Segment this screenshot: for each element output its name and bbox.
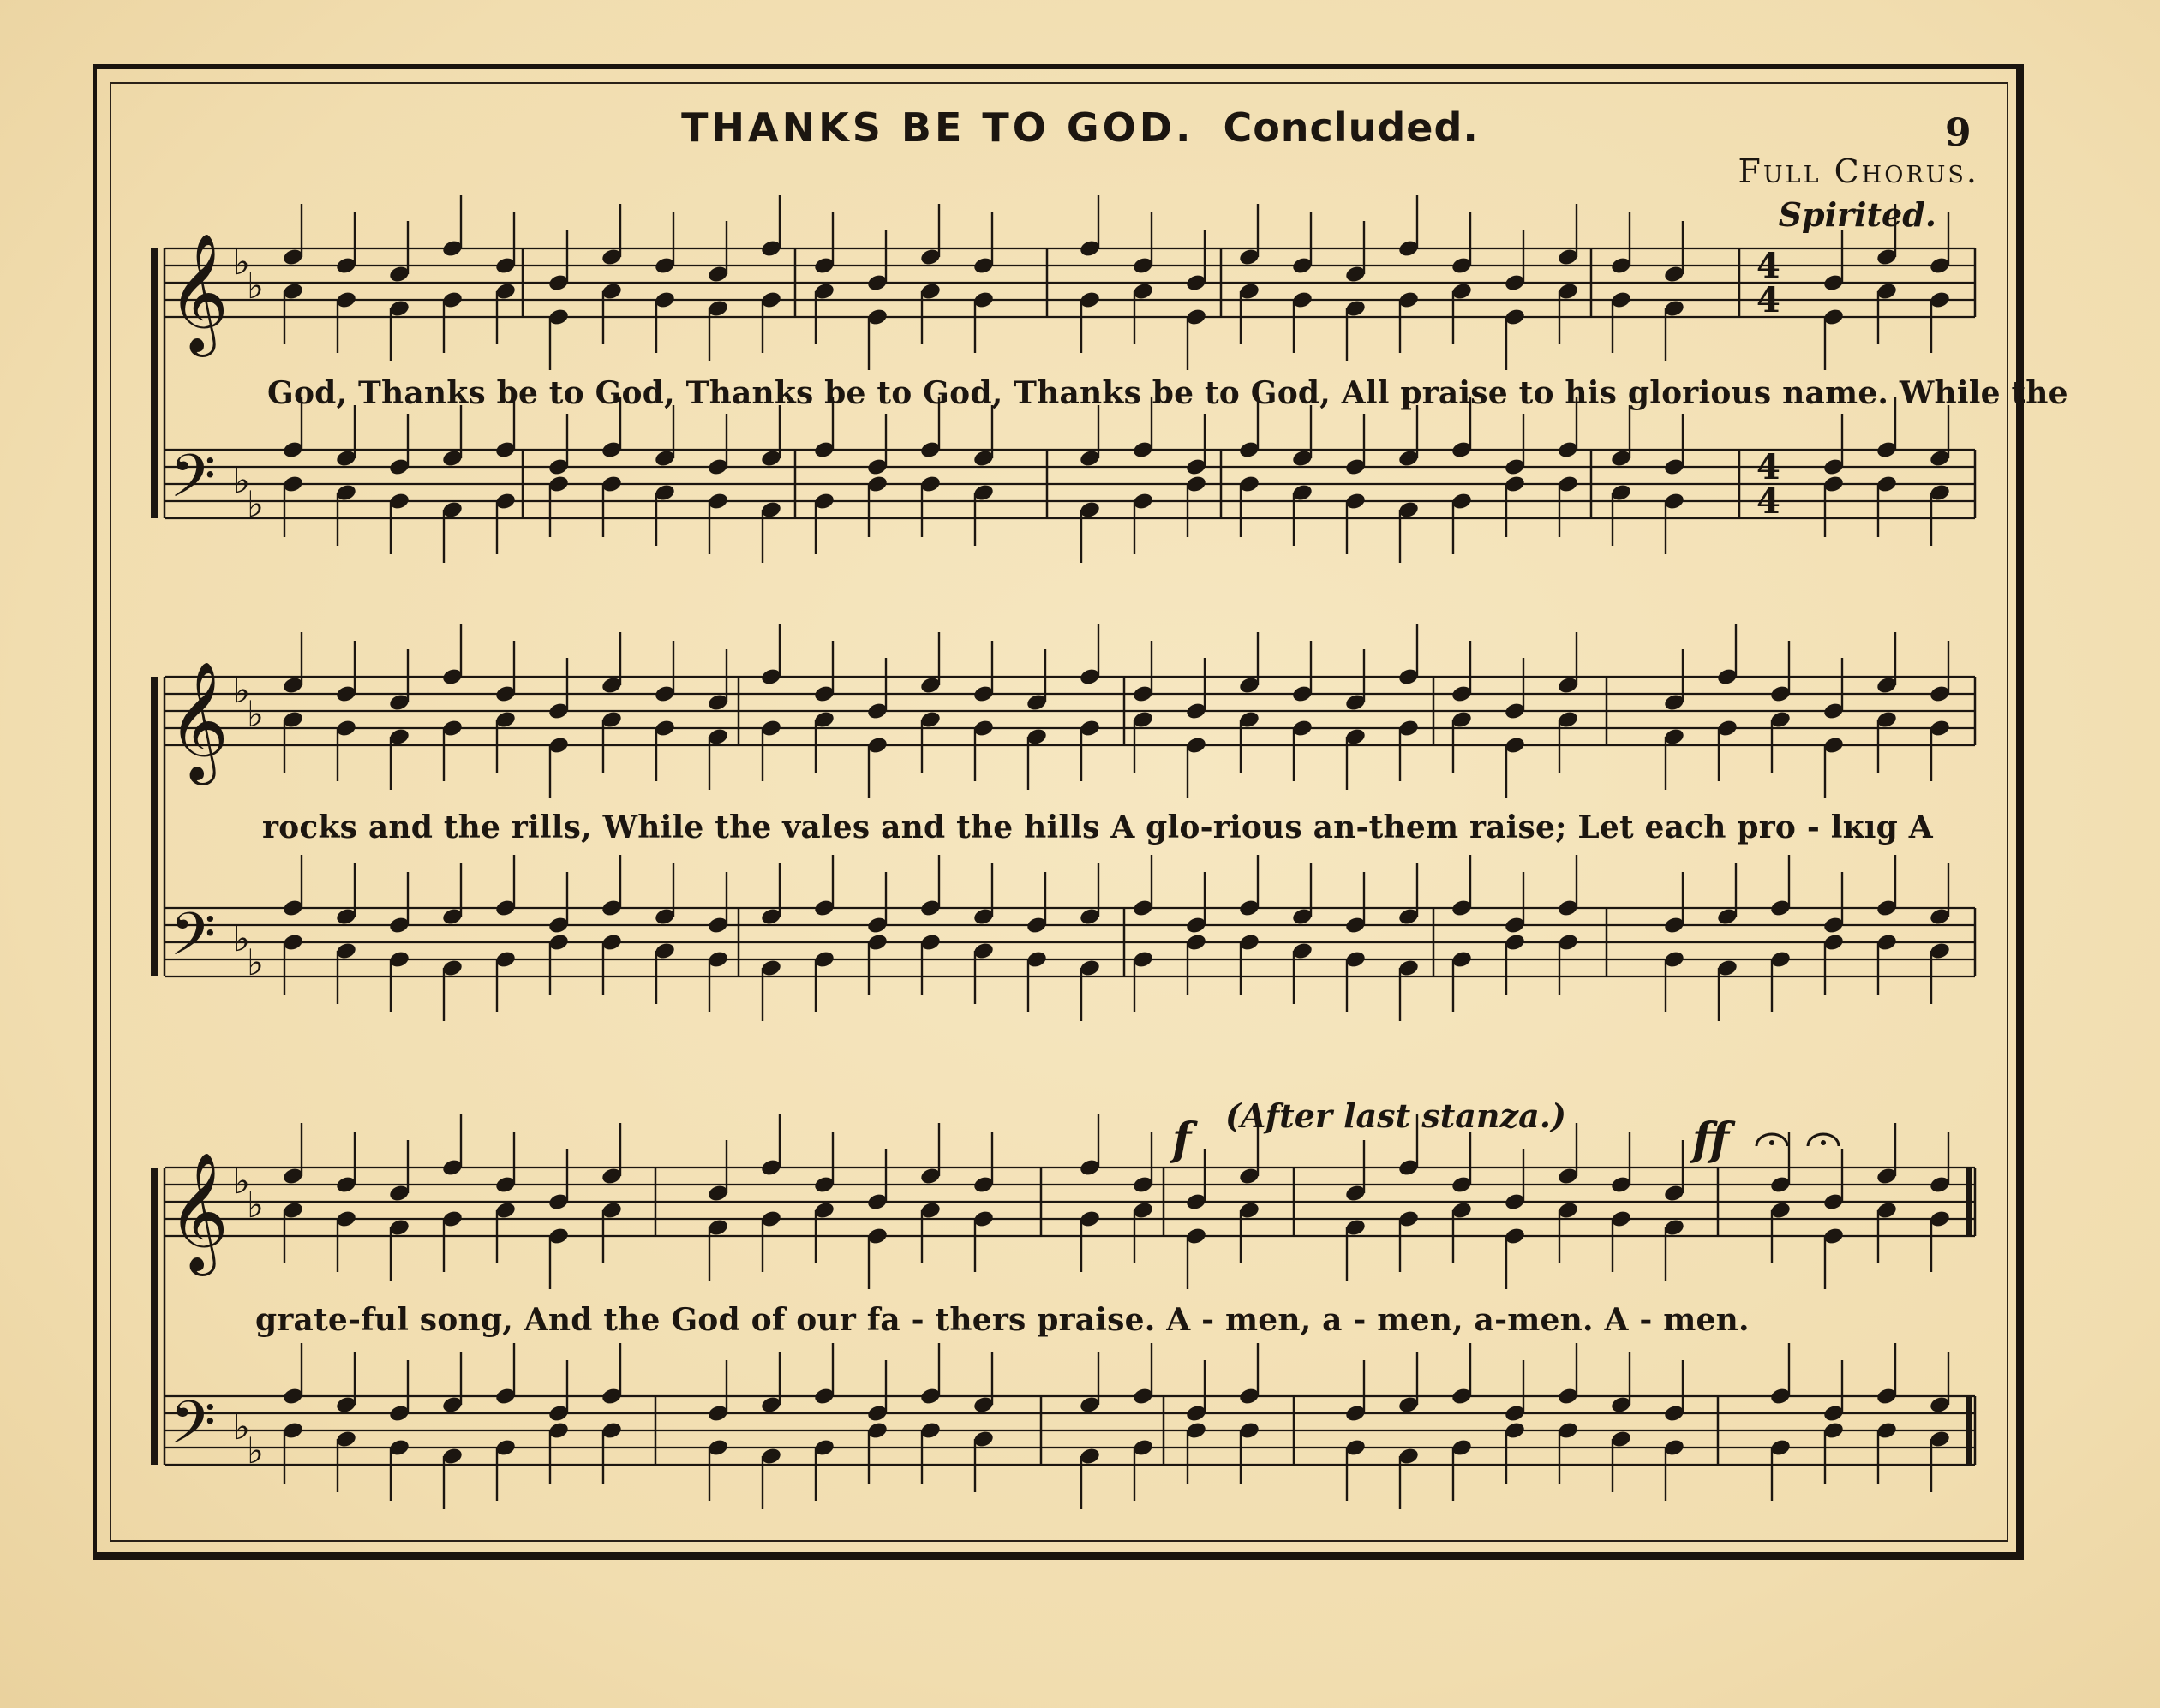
system-3-bass-flat-2: ♭ xyxy=(247,1430,264,1472)
lyrics-line-1: God, Thanks be to God, Thanks be to God, Thanks be to God, All praise to his glorious name. While the xyxy=(267,375,2068,411)
system-2-treble-clef: 𝄞 xyxy=(168,661,229,780)
fermata-dot-2 xyxy=(1821,1140,1826,1145)
lyrics-line-3: grate-ful song, And the God of our fa - thers praise. A - men, a - men, a-men. A - men. xyxy=(255,1302,1750,1338)
system-2-bass-flat-1: ♭ xyxy=(233,917,250,959)
system-2-brace xyxy=(151,677,158,976)
title-suffix: Concluded. xyxy=(1223,105,1479,151)
fermata-dot-1 xyxy=(1769,1140,1774,1145)
system-1-treble-clef: 𝄞 xyxy=(168,233,229,352)
system-2-bass-flat-2: ♭ xyxy=(247,941,264,983)
section-label: Full Chorus. xyxy=(1738,152,1979,190)
system-1-treble-flat-2: ♭ xyxy=(247,265,264,307)
system-2-treble-flat-1: ♭ xyxy=(233,669,250,711)
system-1-treble-flat-1: ♭ xyxy=(233,241,250,283)
system-3-bass-flat-1: ♭ xyxy=(233,1406,250,1448)
tempo-marking: Spirited. xyxy=(1778,195,1936,234)
system-3-treble-flat-2: ♭ xyxy=(247,1184,264,1226)
title-text: THANKS BE TO GOD. xyxy=(681,105,1194,151)
system-3-bass-clef: 𝄢 xyxy=(170,1388,217,1472)
system-1-bass-flat-2: ♭ xyxy=(247,483,264,525)
time-signature-treble: 4 xyxy=(1756,246,1780,286)
forte-marking: f xyxy=(1172,1114,1192,1166)
system-3-brace xyxy=(151,1168,158,1465)
system-3-treble-flat-1: ♭ xyxy=(233,1160,250,1202)
system-3-treble-clef: 𝄞 xyxy=(168,1152,229,1271)
final-barline-bass xyxy=(1966,1396,1972,1465)
time-signature-treble: 4 xyxy=(1756,280,1780,320)
time-signature-bass: 4 xyxy=(1756,447,1780,487)
system-1-bass-flat-1: ♭ xyxy=(233,459,250,501)
fortissimo-marking: ff xyxy=(1692,1114,1730,1166)
system-2-treble-flat-2: ♭ xyxy=(247,693,264,735)
system-2-bass-clef: 𝄢 xyxy=(170,899,217,983)
system-1-brace xyxy=(151,248,158,518)
page-number: 9 xyxy=(1945,111,1972,155)
final-barline-treble xyxy=(1966,1168,1972,1236)
lyrics-line-2: rocks and the rills, While the vales and the hills A glo-rious an-them raise; Let each pro - lĸıg A xyxy=(262,809,1933,845)
time-signature-bass: 4 xyxy=(1756,481,1780,522)
after-last-stanza-note: (After last stanza.) xyxy=(1225,1096,1566,1135)
system-1-bass-clef: 𝄢 xyxy=(170,441,217,525)
